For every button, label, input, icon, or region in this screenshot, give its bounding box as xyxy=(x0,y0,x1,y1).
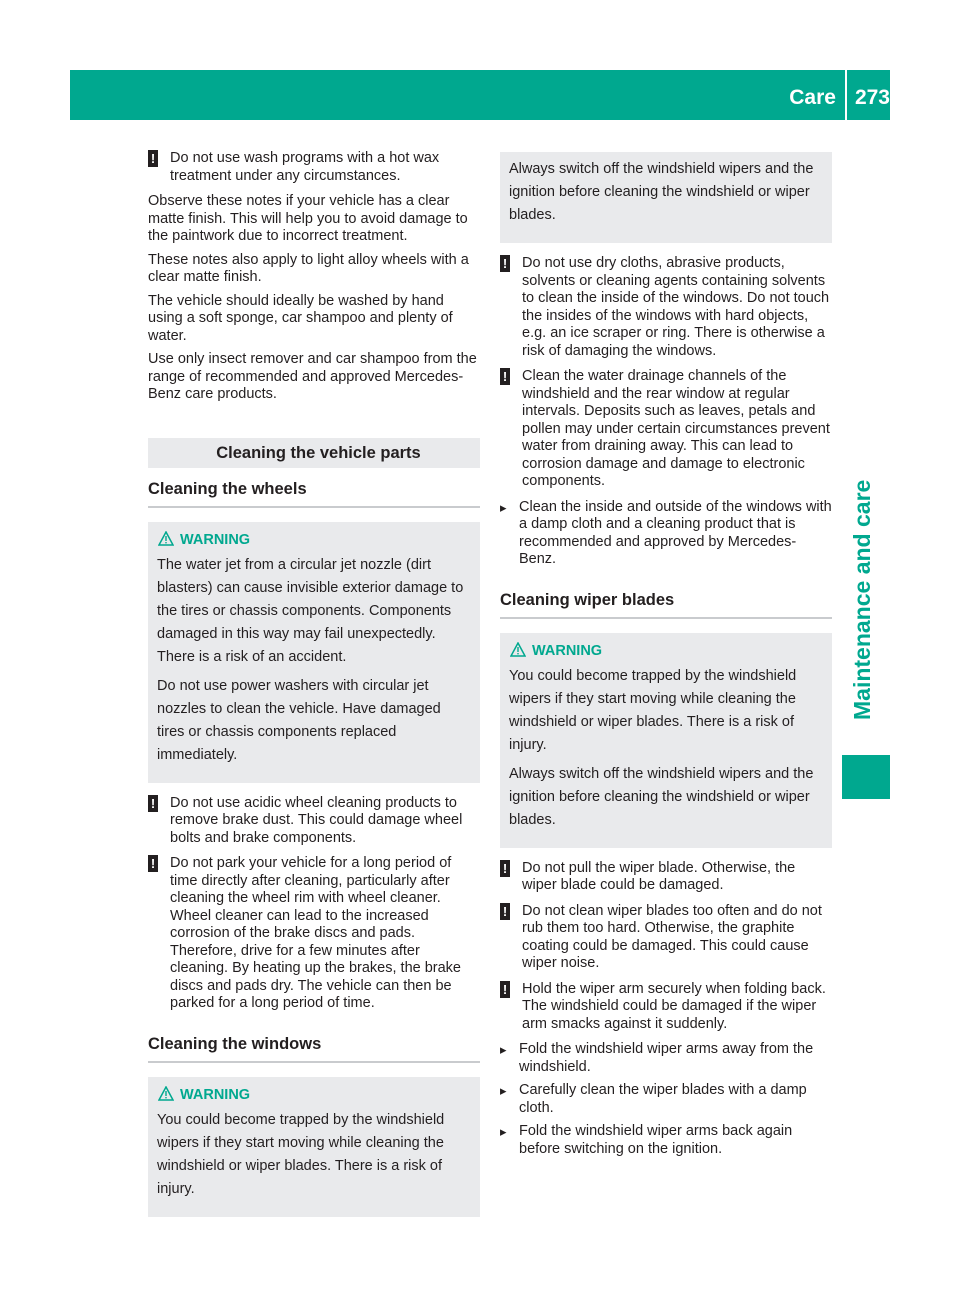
running-header xyxy=(789,86,890,116)
section-name: Care xyxy=(789,86,836,109)
caution-note xyxy=(148,795,480,848)
caution-note xyxy=(148,150,480,185)
exclamation-icon: ! xyxy=(500,903,510,920)
exclamation-icon: ! xyxy=(500,981,510,998)
paragraph: Observe these notes if your vehicle has a clear matte finish. This will help you to avoid damage to the paintwork due to incorrect treatment. xyxy=(148,193,468,244)
left-column xyxy=(148,150,480,1229)
note-text: Do not use acidic wheel cleaning products to remove brake dust. This could damage wheel bolts and brake components. xyxy=(170,794,463,846)
warning-text: You could become trapped by the windshield wipers if they start moving while cleaning the windshield or wiper blades. There is a risk of injury. xyxy=(157,1111,445,1197)
caution-note xyxy=(500,860,832,895)
caution-note xyxy=(500,368,832,491)
exclamation-icon: ! xyxy=(500,860,510,877)
warning-triangle-icon xyxy=(158,1086,174,1101)
note-text: Do not pull the wiper blade. Otherwise, the wiper blade could be damaged. xyxy=(522,859,796,893)
instruction-step xyxy=(500,499,832,569)
exclamation-icon: ! xyxy=(500,368,510,385)
subsection-title-windows: Cleaning the windows xyxy=(148,1033,480,1063)
caution-note xyxy=(500,903,832,973)
paragraph: The vehicle should ideally be washed by hand using a soft sponge, car shampoo and plenty of water. xyxy=(148,292,453,344)
instruction-step xyxy=(500,1082,832,1117)
side-tab xyxy=(842,479,882,720)
exclamation-icon: ! xyxy=(500,255,510,272)
side-tab-label: Maintenance and care xyxy=(849,479,875,720)
note-text: Hold the wiper arm securely when folding back. The windshield could be damaged if the wiper arm smacks against it suddenly. xyxy=(522,980,826,1032)
warning-text: The water jet from a circular jet nozzle (dirt blasters) can cause invisible exterior damage to the tires or chassis components. Components damaged in this way may fail unexpectedly. There is a risk of an accident. xyxy=(157,556,464,665)
step-arrow-icon: ▸ xyxy=(500,1083,507,1098)
warning-label: WARNING xyxy=(180,531,251,548)
header-bar xyxy=(70,70,890,120)
step-text: Fold the windshield wiper arms away from the windshield. xyxy=(519,1041,814,1075)
warning-text: Do not use power washers with circular jet nozzles to clean the vehicle. Have damaged tires or chassis components replaced immediately. xyxy=(157,677,441,763)
warning-text: You could become trapped by the windshield wipers if they start moving while cleaning the windshield or wiper blades. There is a risk of injury. xyxy=(509,667,797,753)
step-text: Carefully clean the wiper blades with a damp cloth. xyxy=(519,1082,807,1116)
warning-box xyxy=(148,1077,480,1217)
instruction-step xyxy=(500,1123,832,1158)
warning-triangle-icon xyxy=(510,642,526,657)
section-title: Cleaning the vehicle parts xyxy=(148,438,480,468)
instruction-step xyxy=(500,1041,832,1076)
right-column xyxy=(500,150,832,1164)
note-text: Do not clean wiper blades too often and do not rub them too hard. Otherwise, the graphite coating could be damaged. This could cause wiper noise. xyxy=(522,902,822,971)
warning-box xyxy=(500,633,832,848)
note-text: Do not use wash programs with a hot wax treatment under any circumstances. xyxy=(170,150,440,184)
step-arrow-icon: ▸ xyxy=(500,499,507,515)
exclamation-icon: ! xyxy=(148,150,158,167)
exclamation-icon: ! xyxy=(148,855,158,872)
warning-label: WARNING xyxy=(532,642,603,659)
warning-text: Always switch off the windshield wipers and the ignition before cleaning the windshield or wiper blades. xyxy=(509,161,814,223)
subsection-title-wheels: Cleaning the wheels xyxy=(148,478,480,508)
subsection-title-wipers: Cleaning wiper blades xyxy=(500,589,832,619)
note-text: Do not use dry cloths, abrasive products, solvents or cleaning agents containing solvents to clean the inside of the windows. Do not touch the insides of the windows with hard objects, e.g. an ice scraper or ring. There is otherwise a risk of damaging the windows. xyxy=(522,255,830,359)
side-tab-marker xyxy=(842,755,890,799)
page-number: 273 xyxy=(854,86,890,109)
exclamation-icon: ! xyxy=(148,795,158,812)
paragraph: Use only insect remover and car shampoo from the range of recommended and approved Mercedes-Benz care products. xyxy=(148,351,477,402)
step-arrow-icon: ▸ xyxy=(500,1042,507,1057)
warning-box xyxy=(148,522,480,783)
note-text: Clean the water drainage channels of the windshield and the rear window at regular intervals. Deposits such as leaves, petals and pollen may under certain circumstances prevent water from draining away. This can lead to corrosion damage and damage to electronic components. xyxy=(522,368,830,489)
step-text: Fold the windshield wiper arms back again before switching on the ignition. xyxy=(519,1123,793,1157)
caution-note xyxy=(148,855,480,1013)
step-text: Clean the inside and outside of the windows with a damp cloth and a cleaning product that is recommended and approved by Mercedes-Benz. xyxy=(519,498,832,567)
paragraph: These notes also apply to light alloy wheels with a clear matte finish. xyxy=(148,251,469,285)
caution-note xyxy=(500,255,832,360)
step-arrow-icon: ▸ xyxy=(500,1124,507,1139)
warning-text: Always switch off the windshield wipers and the ignition before cleaning the windshield or wiper blades. xyxy=(509,765,814,828)
note-text: Do not park your vehicle for a long period of time directly after cleaning, particularly after cleaning the wheel rim with wheel cleaner. Wheel cleaner can lead to the increased corrosion of the brake discs and pads. Therefore, drive for a few minutes after cleaning. By heating up the brakes, the brake discs and pads dry. The vehicle can then be parked for a long period of time. xyxy=(170,855,461,1011)
warning-label: WARNING xyxy=(180,1086,251,1103)
warning-box-continued xyxy=(500,152,832,243)
caution-note xyxy=(500,981,832,1034)
warning-triangle-icon xyxy=(158,531,174,546)
